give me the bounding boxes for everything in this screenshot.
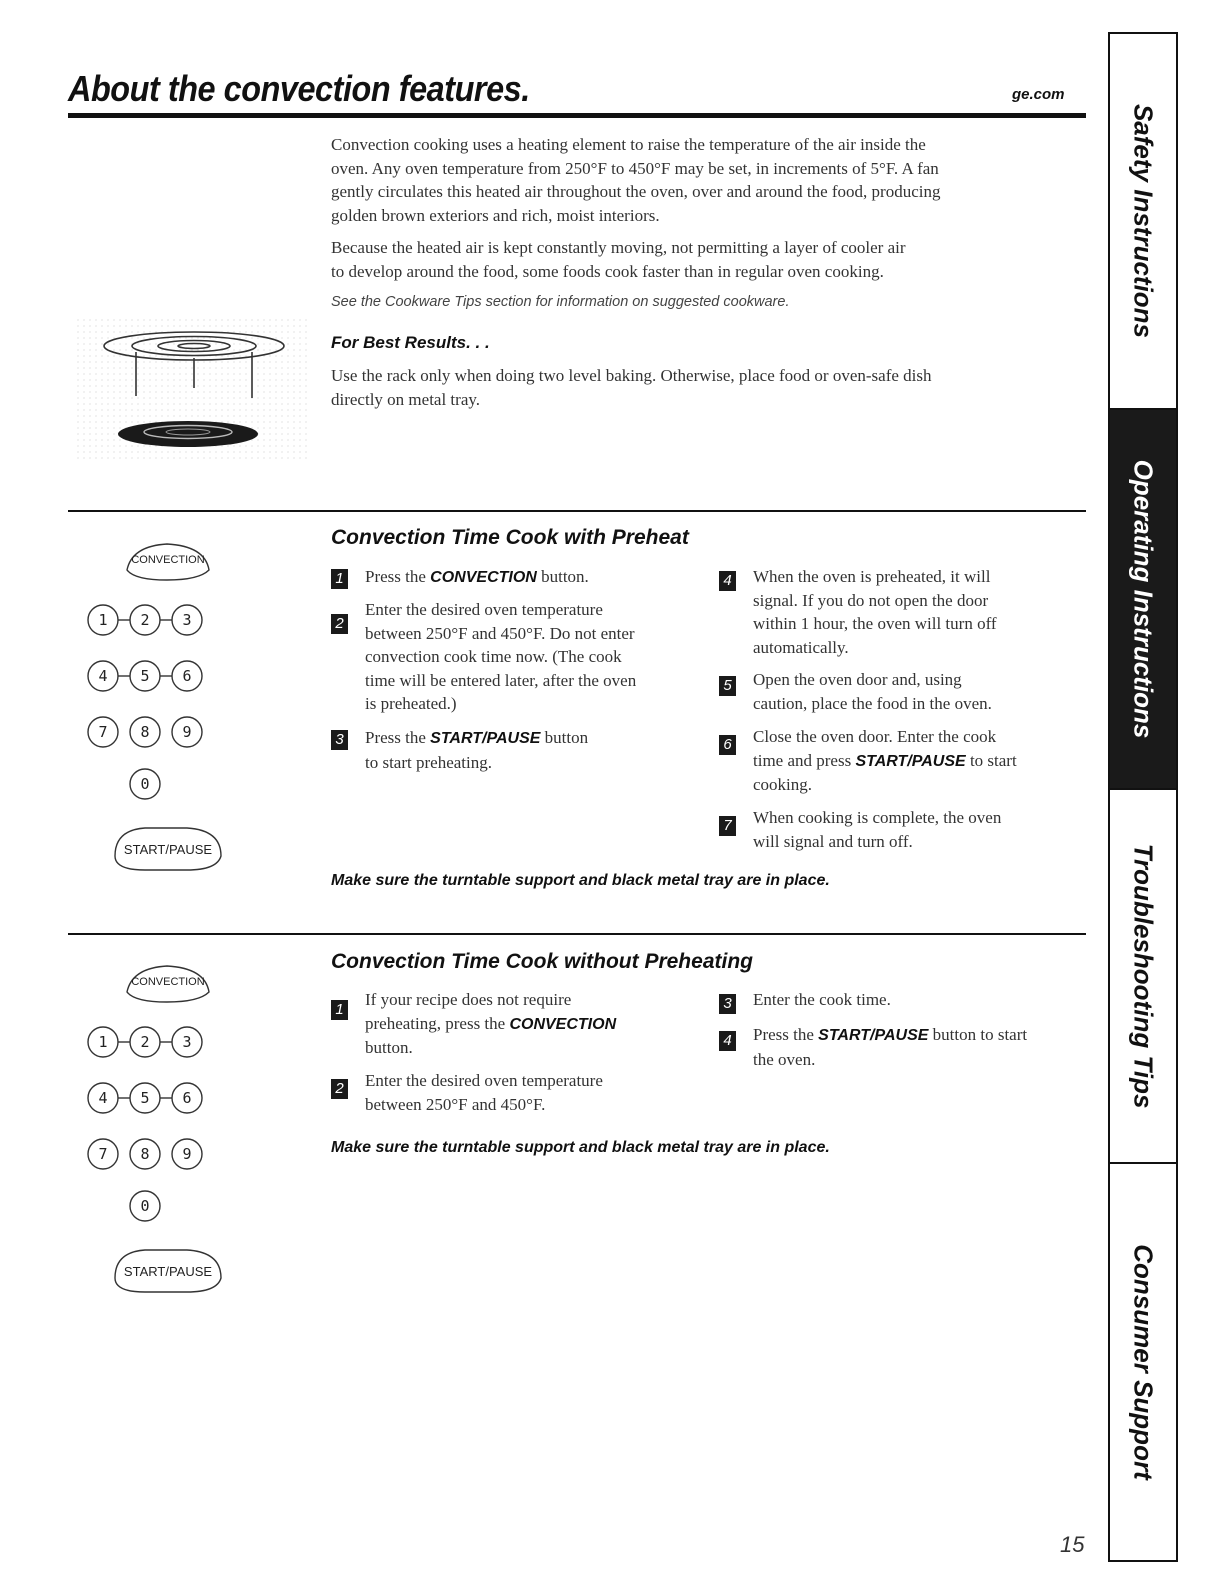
- step-line: time will be entered later, after the oven: [365, 670, 637, 690]
- step-line: convection cook time now. (The cook: [365, 647, 622, 666]
- digit-key-7[interactable]: 7: [98, 723, 108, 741]
- section-rule: [68, 933, 1086, 935]
- step-line: between 250°F and 450°F. Do not enter: [365, 623, 635, 643]
- step-number: 4: [719, 1031, 736, 1051]
- digit-key-3[interactable]: 3: [182, 1033, 192, 1051]
- convection-keyword: CONVECTION: [430, 569, 537, 586]
- digit-key-4[interactable]: 4: [98, 1089, 108, 1107]
- tab-label: Safety Instructions: [1128, 103, 1159, 339]
- start-pause-keyword: START/PAUSE: [855, 752, 966, 770]
- step-number: 2: [331, 1079, 348, 1099]
- step-line: When the oven is preheated, it will: [753, 567, 991, 586]
- step-line: Enter the desired oven temperature: [365, 600, 603, 619]
- step-text: button: [540, 728, 589, 747]
- digit-key-2[interactable]: 2: [140, 1033, 150, 1051]
- step-text: Press the: [365, 728, 431, 747]
- digit-key-8[interactable]: 8: [140, 1145, 150, 1163]
- tab-safety-instructions[interactable]: [1110, 34, 1176, 410]
- step-line: Close the oven door. Enter the cook: [753, 727, 997, 746]
- side-tab-nav: [1108, 32, 1178, 1562]
- step-number: 1: [331, 569, 348, 589]
- keypad-outline: [87, 540, 267, 880]
- step-line: caution, place the food in the oven.: [753, 693, 992, 713]
- start-pause-key[interactable]: START/PAUSE: [123, 842, 213, 857]
- intro-p2-line: to develop around the food, some foods cook faster than in regular oven cooking.: [331, 261, 884, 281]
- step-line: is preheated.): [365, 694, 457, 713]
- step-number: 3: [331, 730, 348, 750]
- step-line: cooking.: [753, 775, 813, 794]
- step-text: preheating, press the: [365, 1013, 510, 1033]
- step-line: If your recipe does not require: [365, 990, 572, 1009]
- digit-key-4[interactable]: 4: [98, 667, 108, 685]
- best-results-text: [331, 364, 932, 411]
- tab-label: Operating Instructions: [1128, 459, 1159, 739]
- digit-key-9[interactable]: 9: [182, 1145, 192, 1163]
- step-text: button to start: [928, 1025, 1028, 1044]
- step-line: signal. If you do not open the door: [753, 590, 989, 610]
- intro-paragraph-1: [331, 133, 940, 227]
- convection-key[interactable]: CONVECTION: [131, 554, 205, 566]
- digit-key-3[interactable]: 3: [182, 611, 192, 629]
- preheat-section-title: Convection Time Cook with Preheat: [331, 526, 689, 549]
- step-line: button.: [365, 1038, 413, 1057]
- intro-p1-line: golden brown exteriors and rich, moist interiors.: [331, 205, 660, 225]
- start-pause-keyword: START/PAUSE: [818, 1027, 929, 1044]
- step-line: When cooking is complete, the oven: [753, 808, 1002, 827]
- digit-key-7[interactable]: 7: [98, 1145, 108, 1163]
- digit-key-8[interactable]: 8: [140, 723, 150, 741]
- step-line: to start preheating.: [365, 752, 492, 772]
- site-url: ge.com: [1012, 86, 1065, 103]
- no-preheat-section-title: Convection Time Cook without Preheating: [331, 950, 753, 973]
- start-pause-keyword: START/PAUSE: [430, 730, 541, 747]
- page-title: About the convection features.: [68, 68, 530, 109]
- digit-key-1[interactable]: 1: [98, 1033, 108, 1051]
- keypad-no-preheat: [87, 962, 267, 1302]
- step-line: between 250°F and 450°F.: [365, 1094, 546, 1114]
- step-number: 2: [331, 614, 348, 634]
- convection-key[interactable]: CONVECTION: [131, 976, 205, 988]
- digit-key-2[interactable]: 2: [140, 611, 150, 629]
- keypad-outline: [87, 962, 267, 1302]
- step-number: 4: [719, 571, 736, 591]
- cookware-note: See the Cookware Tips section for information on suggested cookware.: [331, 294, 790, 310]
- intro-p1-line: Convection cooking uses a heating element to raise the temperature of the air inside the: [331, 135, 926, 154]
- step-number: 1: [331, 1000, 348, 1020]
- step-text: button.: [536, 567, 589, 586]
- tab-troubleshooting-tips[interactable]: [1110, 790, 1176, 1164]
- best-results-heading: For Best Results. . .: [331, 333, 490, 352]
- page-number: 15: [1060, 1532, 1085, 1557]
- digit-key-0[interactable]: 0: [140, 775, 150, 793]
- intro-p2-line: Because the heated air is kept constantly moving, not permitting a layer of cooler air: [331, 238, 906, 257]
- keypad-preheat: [87, 540, 267, 880]
- tab-operating-instructions[interactable]: [1110, 410, 1176, 790]
- tab-label: Consumer Support: [1128, 1244, 1159, 1480]
- digit-key-6[interactable]: 6: [182, 1089, 192, 1107]
- rack-and-tray-illustration: [76, 318, 310, 460]
- step-number: 6: [719, 735, 736, 755]
- step-text: Press the: [753, 1025, 819, 1044]
- step-text: Press the: [365, 567, 431, 586]
- digit-key-5[interactable]: 5: [140, 667, 150, 685]
- step-text: time and press: [753, 750, 856, 770]
- step-line: automatically.: [753, 637, 849, 657]
- digit-key-0[interactable]: 0: [140, 1197, 150, 1215]
- header-rule: [68, 113, 1086, 118]
- step-line: Enter the desired oven temperature: [365, 1071, 603, 1090]
- section-rule: [68, 510, 1086, 512]
- step-line: within 1 hour, the oven will turn off: [753, 614, 997, 633]
- intro-p1-line: gently circulates this heated air throughout the oven, over and around the food, producing: [331, 182, 941, 201]
- start-pause-key[interactable]: START/PAUSE: [123, 1264, 213, 1279]
- tab-label: Troubleshooting Tips: [1128, 843, 1159, 1109]
- digit-key-6[interactable]: 6: [182, 667, 192, 685]
- step-number: 5: [719, 676, 736, 696]
- step-number: 7: [719, 816, 736, 836]
- convection-keyword: CONVECTION: [509, 1015, 617, 1033]
- step-line: will signal and turn off.: [753, 831, 913, 851]
- no-preheat-warning: Make sure the turntable support and black metal tray are in place.: [331, 1139, 830, 1156]
- digit-key-9[interactable]: 9: [182, 723, 192, 741]
- digit-key-1[interactable]: 1: [98, 611, 108, 629]
- step-text: to start: [965, 750, 1017, 770]
- best-results-line: Use the rack only when doing two level baking. Otherwise, place food or oven-safe dish: [331, 366, 932, 385]
- step-line: Open the oven door and, using: [753, 670, 962, 689]
- digit-key-5[interactable]: 5: [140, 1089, 150, 1107]
- intro-paragraph-2: [331, 236, 906, 283]
- step-text: Enter the cook time.: [753, 990, 891, 1009]
- intro-p1-line: oven. Any oven temperature from 250°F to 450°F may be set, in increments of 5°F. A fan: [331, 158, 939, 178]
- tab-consumer-support[interactable]: [1110, 1164, 1176, 1560]
- step-number: 3: [719, 994, 736, 1014]
- preheat-warning: Make sure the turntable support and black metal tray are in place.: [331, 872, 830, 889]
- step-line: the oven.: [753, 1049, 816, 1069]
- best-results-line: directly on metal tray.: [331, 389, 481, 409]
